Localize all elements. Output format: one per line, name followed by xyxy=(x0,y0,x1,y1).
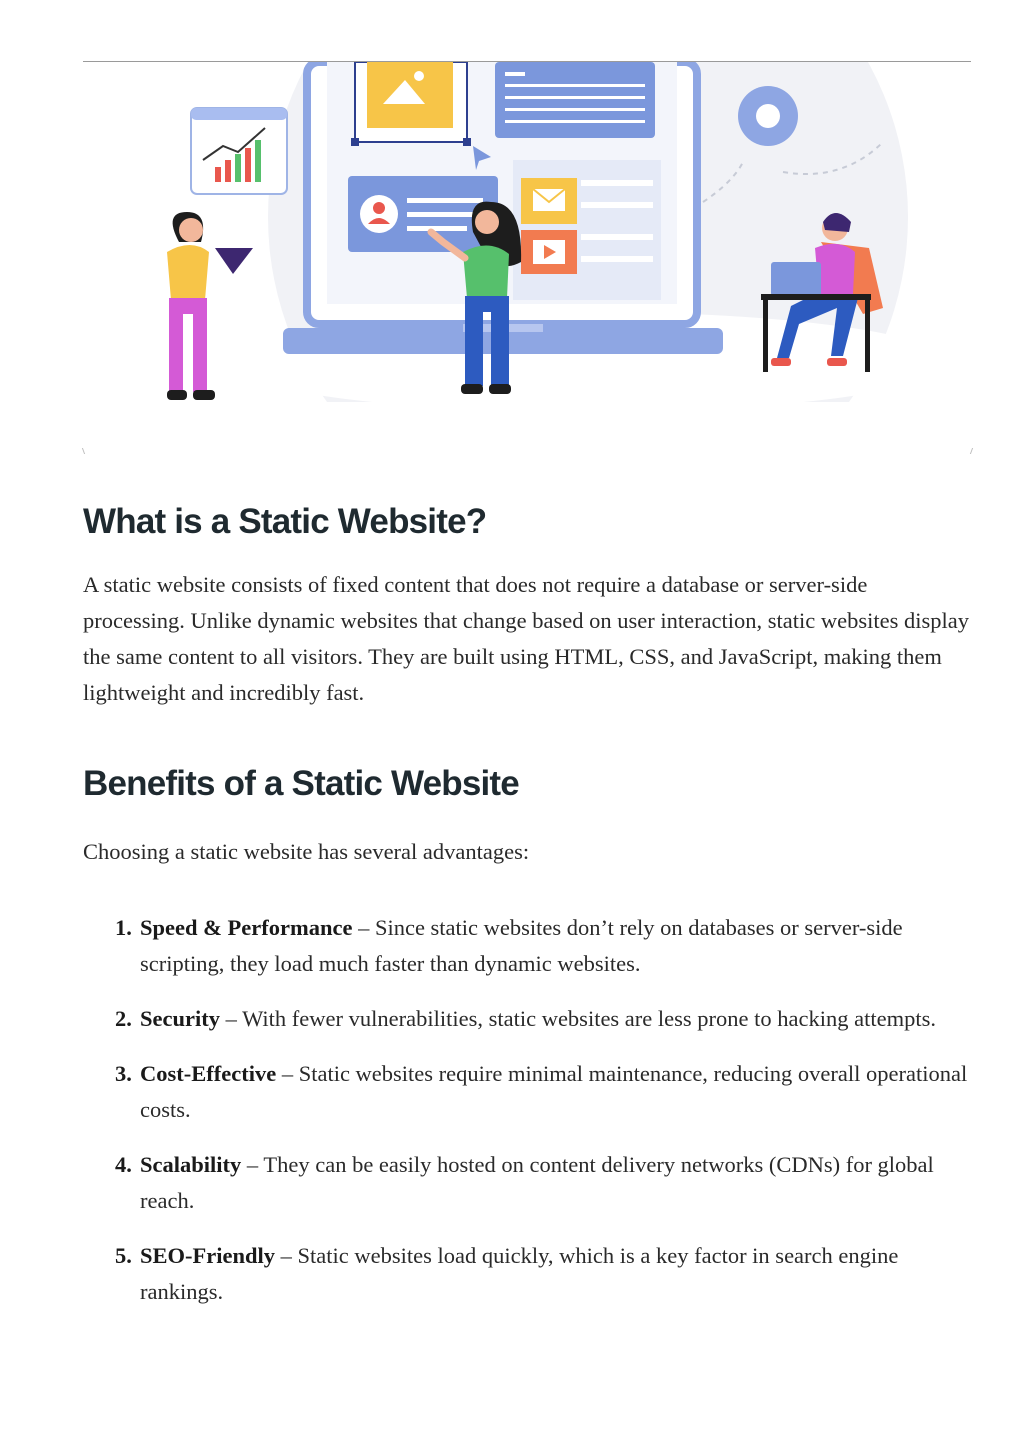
list-item-text: – Since static websites don’t rely on databases or server-side scripting, they load much faster than dynamic websites. xyxy=(140,915,903,976)
list-item-title: Security xyxy=(140,1006,220,1031)
list-item xyxy=(83,1001,971,1037)
hero-illustration xyxy=(83,62,971,454)
list-item-title: SEO-Friendly xyxy=(140,1243,276,1268)
list-item-text: – Static websites require minimal maintenance, reducing overall operational costs. xyxy=(140,1061,968,1122)
list-item-number: 2. xyxy=(115,1006,132,1031)
list-item xyxy=(83,910,971,982)
list-item-text: – Static websites load quickly, which is a key factor in search engine rankings. xyxy=(140,1243,899,1304)
list-item-number: 5. xyxy=(115,1243,132,1268)
list-item-title: Speed & Performance xyxy=(140,915,353,940)
list-item-title: Cost-Effective xyxy=(140,1061,277,1086)
chart-icon xyxy=(191,108,287,194)
mail-icon xyxy=(521,178,577,224)
static-website-illustration xyxy=(83,62,971,454)
image-corner-right xyxy=(964,448,973,454)
list-item-text: – They can be easily hosted on content delivery networks (CDNs) for global reach. xyxy=(140,1152,934,1213)
benefits-intro: Choosing a static website has several advantages: xyxy=(83,839,530,864)
list-item-number: 3. xyxy=(115,1061,132,1086)
section-heading-benefits: Benefits of a Static Website xyxy=(83,764,519,803)
list-item-text: – With fewer vulnerabilities, static websites are less prone to hacking attempts. xyxy=(219,1006,936,1031)
benefits-list xyxy=(83,910,971,1329)
list-item xyxy=(83,1147,971,1219)
list-item xyxy=(83,1056,971,1128)
list-item-number: 1. xyxy=(115,915,132,940)
section-body-what: A static website consists of fixed content that does not require a database or server-side processing. Unlike dynamic websites that change based on user interaction, static websites display the same content to all visitors. They are built using HTML, CSS, and JavaScript, making them lightweight and incredibly fast. xyxy=(83,572,970,705)
section-heading-what: What is a Static Website? xyxy=(83,502,487,541)
list-item-number: 4. xyxy=(115,1152,132,1177)
list-item-title: Scalability xyxy=(140,1152,242,1177)
play-icon xyxy=(521,230,577,274)
list-item xyxy=(83,1238,971,1310)
text-card xyxy=(495,62,655,138)
